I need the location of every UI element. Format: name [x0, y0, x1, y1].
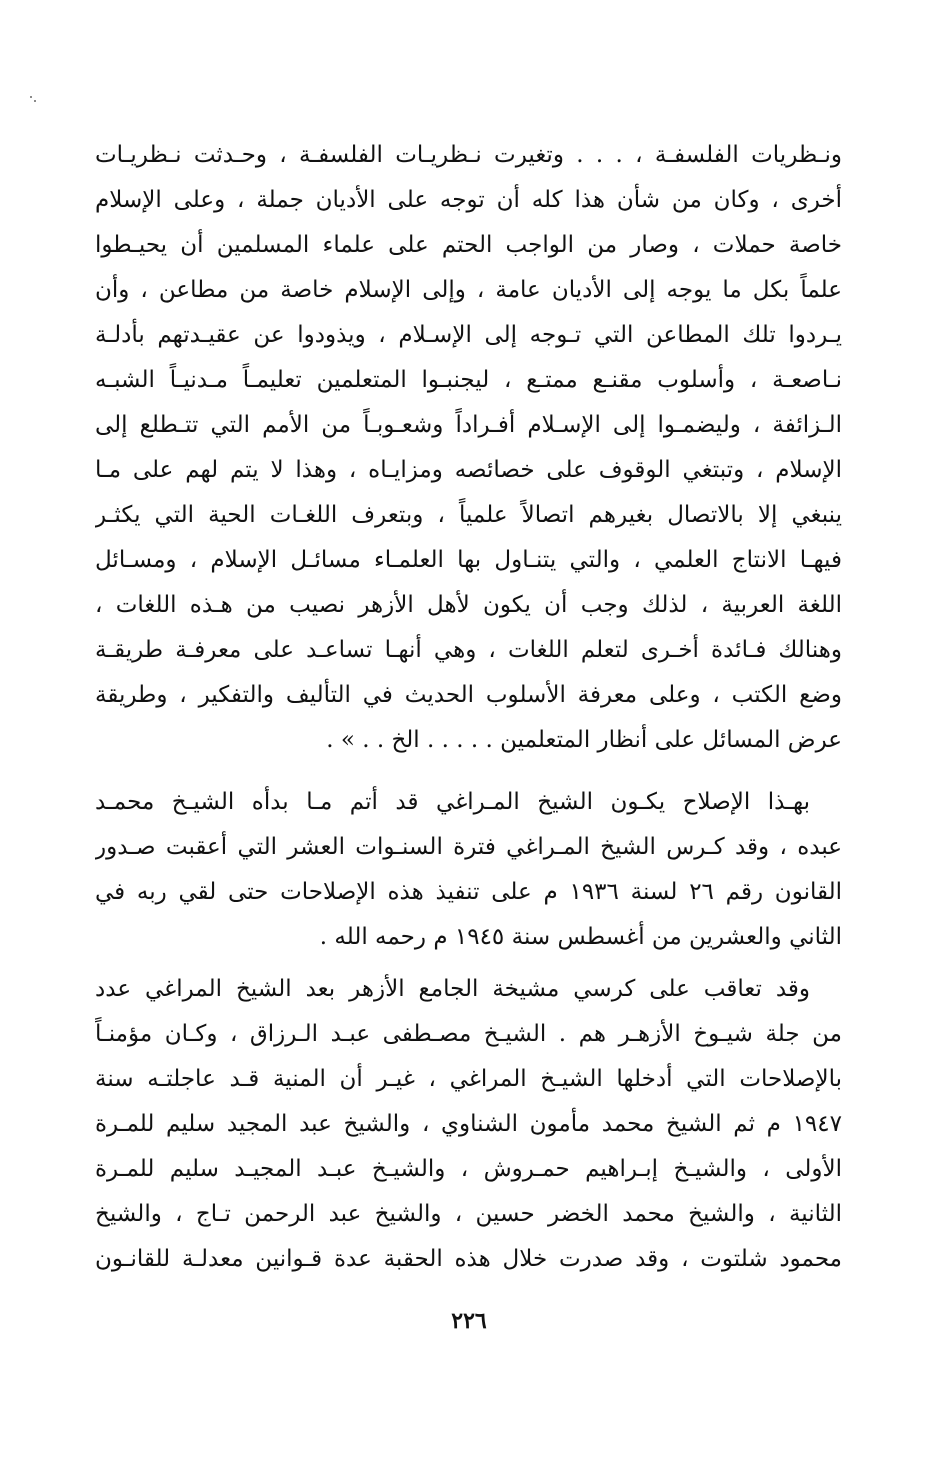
text-line: خاصة حملات ، وصار من الواجب الحتم على علماء المسلمين أن يحيـطوا [95, 232, 842, 258]
text-line: بهـذا الإصلاح يكـون الشيخ المـراغي قد أتم مـا بدأه الشيـخ محمـد [95, 789, 810, 815]
text-line: الثانية ، والشيخ محمد الخضر حسين ، والشيخ عبد الرحمن تـاج ، والشيخ [95, 1201, 842, 1227]
text-line: ونـظريات الفلسفـة ، . . . وتغيرت نـظريـات الفلسفـة ، وحـدثت نـظريـات [95, 142, 842, 168]
paragraph-1 [95, 133, 842, 763]
text-line: عبده ، وقد كـرس الشيخ المـراغي فترة السنـوات العشر التي أعقبت صـدور [95, 834, 842, 860]
text-line: من جلة شيـوخ الأزهـر هم . الشيـخ مصـطفى عبـد الـرزاق ، وكـان مؤمنـاً [95, 1021, 842, 1047]
text-line: نـاصعـة ، وأسلوب مقنـع ممتـع ، ليجنبـوا المتعلمين تعليمـاً مـدنيـاً الشبـه [95, 367, 842, 393]
text-line: وضع الكتب ، وعلى معرفة الأسلوب الحديث في التأليف والتفكير ، وطريقة [95, 682, 842, 708]
text-line: فيهـا الانتاج العلمي ، والتي يتنـاول بها العلمـاء مسائـل الإسلام ، ومسـائل [95, 547, 842, 573]
scan-speck [34, 100, 36, 102]
text-line: أخرى ، وكان من شأن هذا كله أن توجه على الأديان جملة ، وعلى الإسلام [95, 187, 842, 213]
text-line: القانون رقم ٢٦ لسنة ١٩٣٦ م على تنفيذ هذه الإصلاحات حتى لقي ربه في [95, 879, 842, 905]
text-line: ينبغي إلا بالاتصال بغيرهم اتصالاً علمياً ، وبتعرف اللغـات الحية التي يكثـر [95, 502, 842, 528]
text-line: الثاني والعشرين من أغسطس سنة ١٩٤٥ م رحمه الله . [319, 924, 842, 950]
text-line: الـزائفة ، وليضمـوا إلى الإسـلام أفـراداً وشعـوبـاً من الأمم التي تتـطلع إلى [95, 412, 842, 438]
text-line: عرض المسائل على أنظار المتعلمين . . . . . الخ . . » . [326, 727, 842, 753]
text-line: علماً بكل ما يوجه إلى الأديان عامة ، وإلى الإسلام خاصة من مطاعن ، وأن [95, 277, 842, 303]
text-line: يـردوا تلك المطاعن التي تـوجه إلى الإسـلام ، ويذودوا عن عقيـدتهم بأدلـة [95, 322, 842, 348]
text-line: الإسلام ، وتبتغي الوقوف على خصائصه ومزايـاه ، وهذا لا يتم لهم على مـا [95, 457, 842, 483]
text-line: محمود شلتوت ، وقد صدرت خلال هذه الحقبة عدة قـوانين معدلـة للقانـون [95, 1246, 842, 1272]
page-number: ٢٢٦ [451, 1308, 487, 1334]
text-line: الأولى ، والشيـخ إبـراهيم حمـروش ، والشيـخ عبـد المجيـد سليم للمـرة [95, 1156, 842, 1182]
text-line: بالإصلاحات التي أدخلها الشيـخ المراغي ، غيـر أن المنية قـد عاجلتـه سنة [95, 1066, 842, 1092]
text-line: ١٩٤٧ م ثم الشيخ محمد مأمون الشناوي ، والشيخ عبد المجيد سليم للمـرة [95, 1111, 842, 1137]
text-line: وهنالك فـائدة أخـرى لتعلم اللغات ، وهي أنهـا تساعـد على معرفـة طريقـة [95, 637, 842, 663]
paragraph-2 [95, 780, 842, 960]
paragraph-3 [95, 967, 842, 1282]
text-line: وقد تعاقب على كرسي مشيخة الجامع الأزهر بعد الشيخ المراغي عدد [95, 976, 810, 1002]
scan-speck [30, 96, 32, 98]
text-line: اللغة العربية ، لذلك وجب أن يكون لأهل الأزهر نصيب من هـذه اللغات ، [95, 592, 842, 618]
